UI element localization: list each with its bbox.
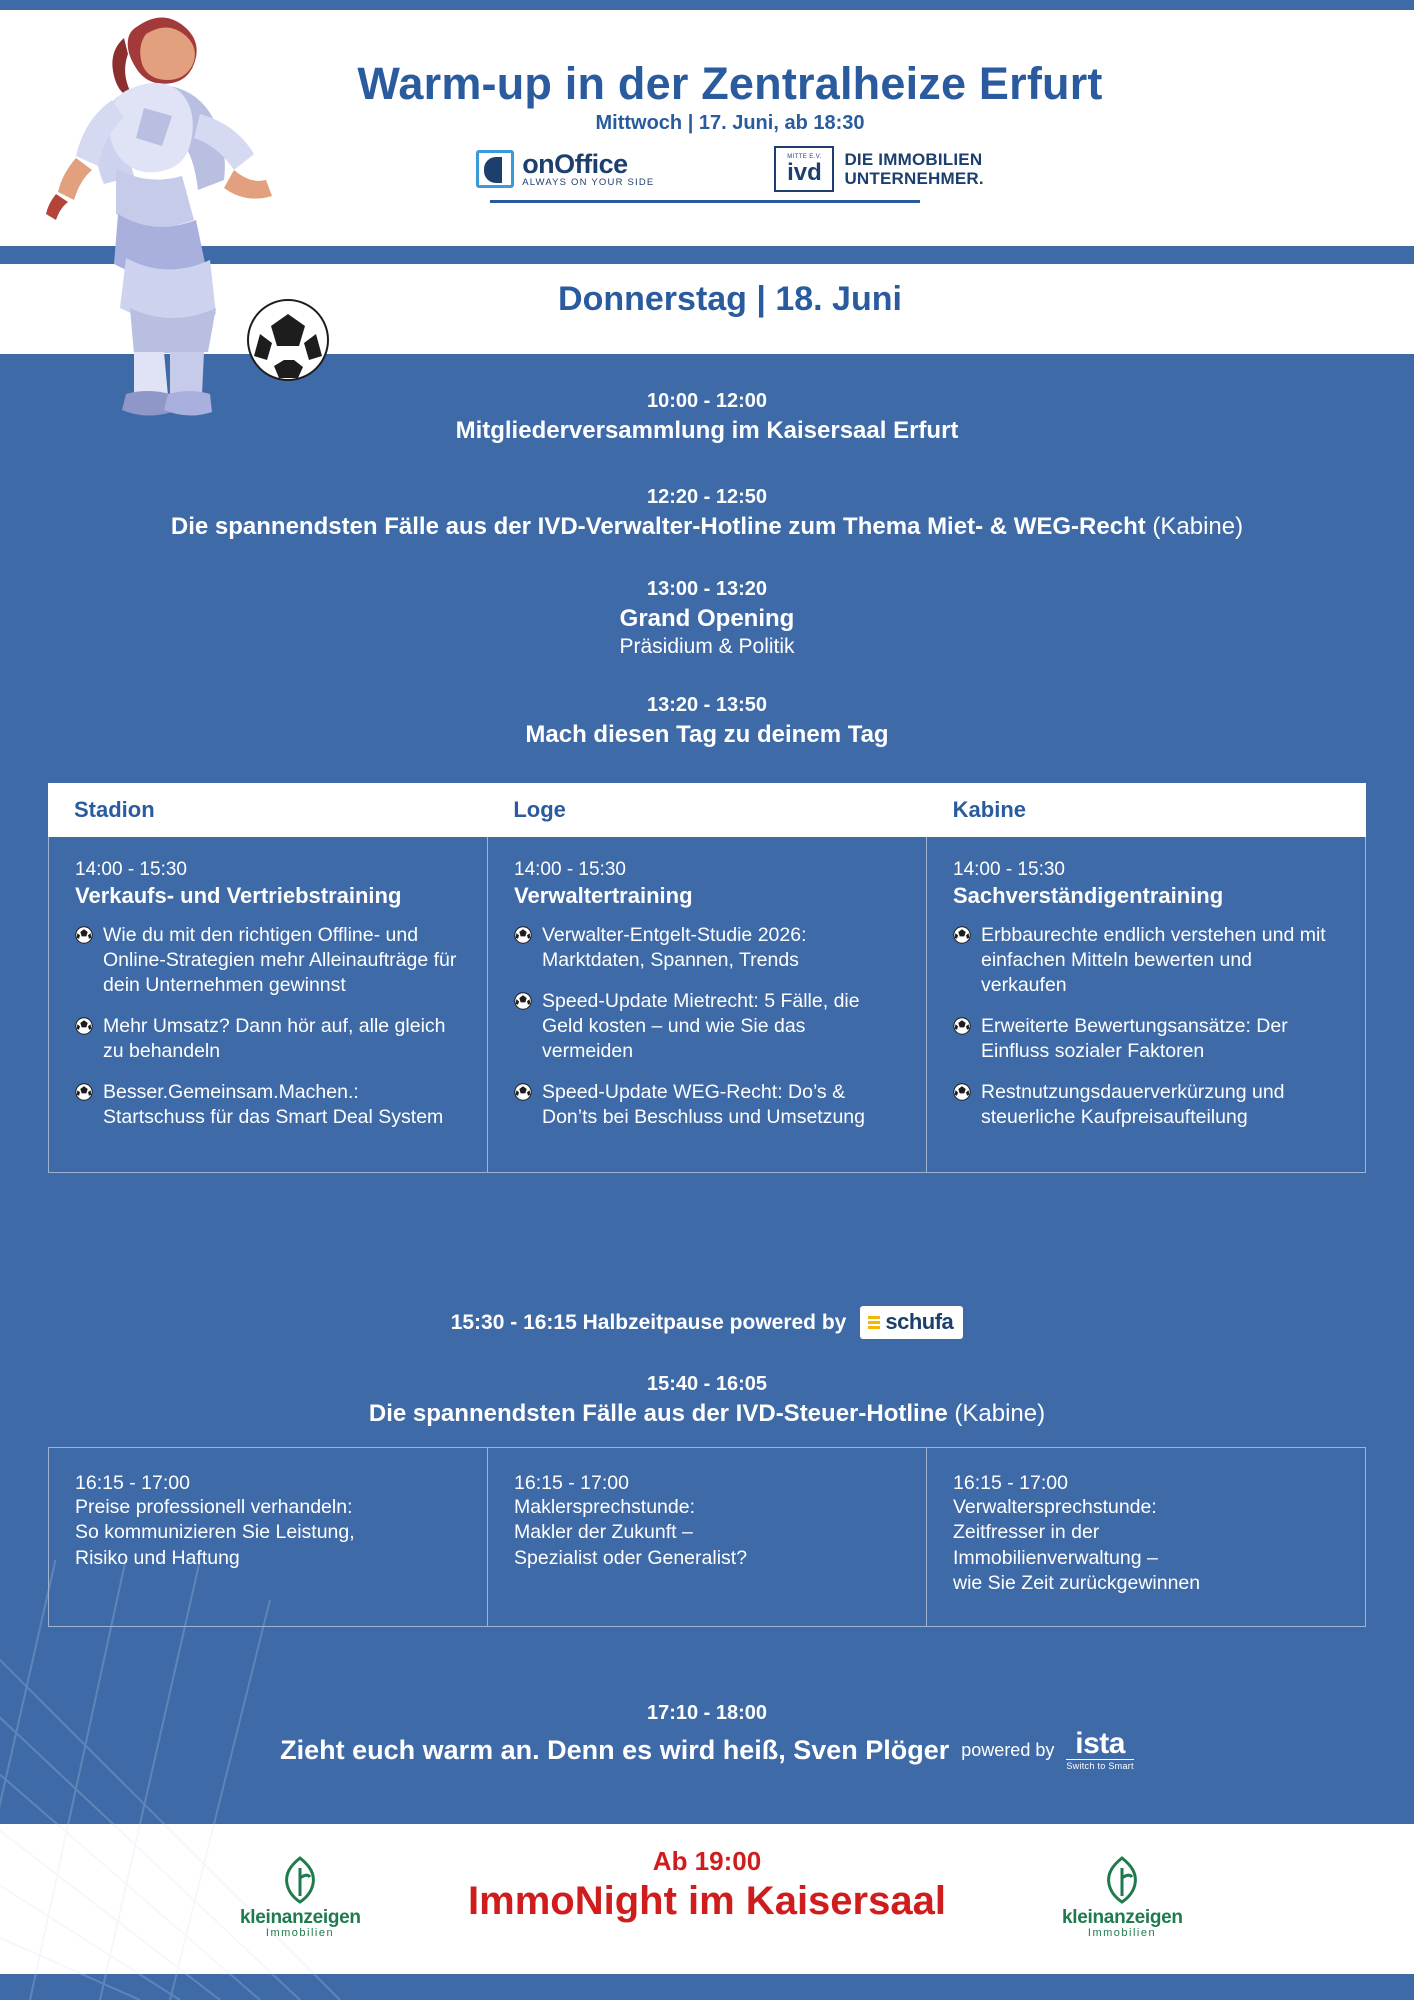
track-item [514,989,900,1064]
block-heading-text: Die spannendsten Fälle aus der IVD-Steuer-Hotline [368,1400,948,1427]
block-time: 10:00 - 12:00 [646,390,768,412]
consultation-time: 16:15 - 17:00 [953,1472,1068,1494]
header-divider [490,200,920,203]
halftime-break-text: 15:30 - 16:15 Halbzeitpause powered by [450,1310,847,1334]
kleinanzeigen-name: kleinanzeigen [240,1907,361,1928]
soccer-ball-bullet-icon [514,926,532,949]
program-block-mitgliederversammlung [0,390,1414,445]
track-item [514,923,900,973]
consultation-time: 16:15 - 17:00 [75,1472,190,1494]
consultation-line: Spezialist oder Generalist? [514,1546,748,1569]
block-heading-text: Die spannendsten Fälle aus der IVD-Verwalter-Hotline zum Thema Miet- & WEG-Recht [170,513,1146,540]
track-header-stadion: Stadion [74,797,155,822]
track-item-text: Restnutzungsdauerverkürzung und steuerliche Kaufpreisaufteilung [981,1080,1285,1128]
block-heading: Mitgliederversammlung im Kaisersaal Erfurt [455,417,959,444]
immonight-time: Ab 19:00 [652,1846,762,1876]
ivd-abbrev: ivd [787,158,822,186]
track-item [75,923,461,998]
track-item [75,1014,461,1064]
program-block-grand-opening [0,578,1414,659]
program-block-steuer-hotline [0,1373,1414,1428]
sponsor-logos-row [420,140,1040,198]
immonight-heading: ImmoNight im Kaisersaal [468,1879,946,1923]
block-time: 15:40 - 16:05 [646,1373,768,1395]
ista-slogan: Switch to Smart [1066,1761,1134,1771]
program-block-verwalter-hotline [0,486,1414,541]
consultation-time: 16:15 - 17:00 [514,1472,629,1494]
block-time: 13:00 - 13:20 [646,578,768,600]
consultation-grid [48,1447,1366,1627]
track-item-text: Speed-Update Mietrecht: 5 Fälle, die Geld kosten – und wie Sie das vermeiden [542,989,860,1062]
track-header-kabine: Kabine [952,797,1027,822]
ivd-line-1: DIE IMMOBILIEN [844,149,983,169]
onoffice-logo [476,150,654,188]
page-edge-bottom [0,1974,1414,2000]
kleinanzeigen-logo-right [1062,1852,1182,1939]
track-item-text: Speed-Update WEG-Recht: Do’s & Don’ts bei Beschluss und Umsetzung [542,1080,865,1128]
track-column-loge [488,837,927,1172]
onoffice-name: onOffice [522,148,628,179]
block-heading-note: (Kabine) [1152,513,1244,540]
halftime-break-row [0,1306,1414,1339]
ista-logo [1066,1729,1134,1771]
keynote-block [0,1702,1414,1771]
keynote-heading: Zieht euch warm an. Denn es wird heiß, Sven Plöger [280,1734,950,1765]
schufa-name: schufa [885,1309,954,1334]
track-name: Sachverständigentraining [953,883,1224,908]
keynote-time: 17:10 - 18:00 [646,1702,768,1724]
consultation-line: wie Sie Zeit zurückgewinnen [953,1572,1201,1595]
block-heading-note: (Kabine) [954,1400,1046,1427]
track-item [953,923,1339,998]
program-block-mach-diesen-tag [0,694,1414,749]
track-time: 14:00 - 15:30 [953,859,1065,880]
consultation-line: Maklersprechstunde: [514,1496,696,1518]
consultation-line: Immobilienverwaltung – [953,1546,1158,1569]
poster-title: Warm-up in der Zentralheize Erfurt [357,58,1103,109]
consultation-column-loge [488,1448,927,1626]
block-heading [0,513,1414,541]
consultation-line: Preise professionell verhandeln: [75,1496,353,1518]
track-item [953,1080,1339,1130]
block-heading: Mach diesen Tag zu deinem Tag [525,721,889,748]
track-grid [48,783,1366,1173]
soccer-ball-bullet-icon [953,1017,971,1040]
track-header-loge: Loge [513,797,566,822]
soccer-ball-bullet-icon [75,1017,93,1040]
ivd-mark-icon [774,146,834,192]
schufa-logo [860,1306,963,1339]
kleinanzeigen-sub: Immobilien [1087,1927,1157,1939]
track-item [75,1080,461,1130]
track-item [514,1080,900,1130]
track-item-text: Erweiterte Bewertungsansätze: Der Einfluss sozialer Faktoren [981,1014,1288,1062]
consultation-column-stadion [49,1448,488,1626]
consultation-column-kabine [927,1448,1365,1626]
track-time: 14:00 - 15:30 [514,859,626,880]
kleinanzeigen-name: kleinanzeigen [1062,1907,1183,1928]
track-item-text: Wie du mit den richtigen Offline- und Online-Strategien mehr Alleinaufträge für dein Unternehmen gewinnst [103,924,457,996]
track-name: Verkaufs- und Vertriebstraining [75,883,402,908]
block-heading [0,1400,1414,1428]
track-grid-body [48,837,1366,1173]
track-column-stadion [49,837,488,1172]
kleinanzeigen-logo-left [240,1852,360,1939]
consultation-line: Verwaltersprechstunde: [953,1496,1157,1518]
immonight-block [0,1846,1414,1924]
track-item-text: Erbbaurechte endlich verstehen und mit einfachen Mitteln bewerten und verkaufen [981,924,1326,996]
track-name: Verwaltertraining [514,883,693,908]
track-grid-header [48,783,1366,837]
track-column-kabine [927,837,1365,1172]
kleinanzeigen-sub: Immobilien [265,1927,335,1939]
block-heading: Grand Opening [619,605,795,632]
consultation-line: Risiko und Haftung [75,1546,240,1569]
track-item-text: Verwalter-Entgelt-Studie 2026: Marktdaten, Spannen, Trends [542,924,807,971]
ivd-line-2: UNTERNEHMER. [844,169,984,188]
onoffice-mark-icon [476,150,514,188]
kleinanzeigen-mark-icon [240,1852,360,1908]
soccer-ball-bullet-icon [953,926,971,949]
ista-name: ista [1075,1727,1125,1760]
track-item [953,1014,1339,1064]
soccer-ball-bullet-icon [514,1083,532,1106]
keynote-powered-by: powered by [961,1739,1055,1760]
consultation-line: Makler der Zukunft – [514,1521,693,1544]
schufa-bars-icon [868,1316,880,1329]
block-time: 12:20 - 12:50 [646,486,768,508]
onoffice-tagline: ALWAYS ON YOUR SIDE [522,176,655,188]
block-time: 13:20 - 13:50 [646,694,768,716]
poster-subtitle: Mittwoch | 17. Juni, ab 18:30 [595,112,865,134]
day-title: Donnerstag | 18. Juni [558,280,902,318]
block-subtext: Präsidium & Politik [619,635,795,658]
soccer-ball-bullet-icon [514,992,532,1015]
soccer-ball-bullet-icon [953,1083,971,1106]
track-item-text: Besser.Gemeinsam.Machen.: Startschuss für das Smart Deal System [103,1080,444,1128]
consultation-line: So kommunizieren Sie Leistung, [75,1521,355,1544]
kleinanzeigen-mark-icon [1062,1852,1182,1908]
track-time: 14:00 - 15:30 [75,859,187,880]
ivd-logo [774,146,983,192]
soccer-ball-bullet-icon [75,926,93,949]
ivd-mitte-label: MITTE E.V. [787,153,822,160]
soccer-ball-bullet-icon [75,1083,93,1106]
track-item-text: Mehr Umsatz? Dann hör auf, alle gleich zu behandeln [103,1014,446,1062]
consultation-line: Zeitfresser in der [953,1521,1100,1544]
